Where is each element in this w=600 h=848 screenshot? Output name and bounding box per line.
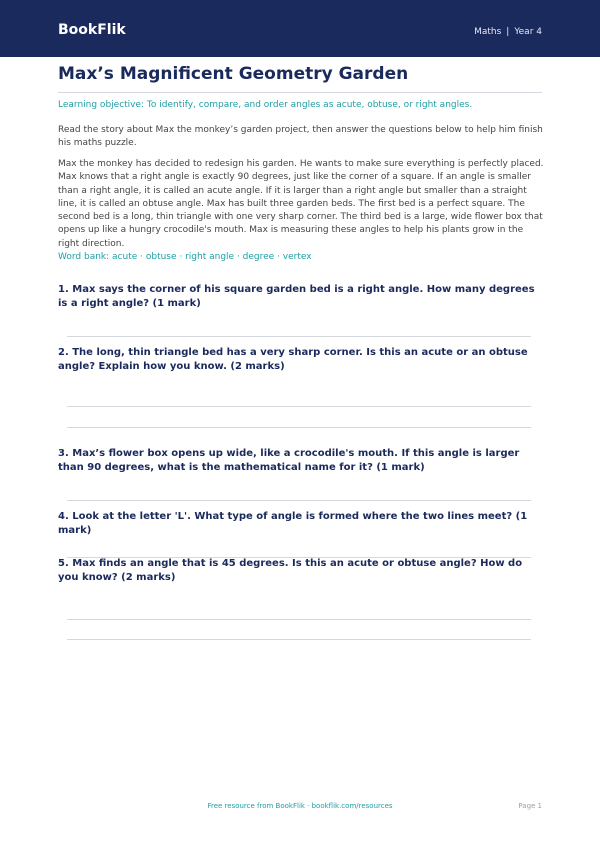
answer-line[interactable] [67, 500, 531, 501]
question-5: 5. Max finds an angle that is 45 degrees. Is this an acute or obtuse angle? How do you know? (2 marks) [58, 558, 523, 584]
story-paragraph: Max the monkey has decided to redesign his garden. He wants to make sure everything is perfectly placed. Max knows that a right angle is exactly 90 degrees, just like the corner of a square. If an angle is smaller than a right angle, it is called an acute angle. If it is larger than a right angle but smaller than a straight line, it is called an obtuse angle. Max has built three garden beds. The first bed is a perfect square. The second bed is a long, thin triangle with one very sharp corner. The third bed is a large, wide flower box that opens up like a hungry crocodile's mouth. Max is measuring these angles to help his plants grow in the right direction. [58, 159, 544, 249]
page-header [0, 0, 600, 57]
title-divider [58, 92, 542, 93]
subject-year [474, 27, 542, 37]
question-3: 3. Max’s flower box opens up wide, like a crocodile's mouth. If this angle is larger than 90 degrees, what is the mathematical name for it? (1 mark) [58, 448, 520, 474]
footer-credit: Free resource from BookFlik · bookflik.com/resources [207, 802, 393, 810]
question-1: 1. Max says the corner of his square garden bed is a right angle. How many degrees is a right angle? (1 mark) [58, 284, 535, 310]
page-title: Max’s Magnificent Geometry Garden [58, 64, 409, 84]
subject-label: Maths [474, 27, 502, 37]
word-bank: Word bank: acute · obtuse · right angle · degree · vertex [58, 252, 312, 262]
year-label: Year 4 [514, 27, 542, 37]
question-2: 2. The long, thin triangle bed has a very sharp corner. Is this an acute or an obtuse angle? Explain how you know. (2 marks) [58, 347, 528, 373]
page-number: Page 1 [518, 802, 542, 810]
meta-separator: | [506, 27, 510, 37]
brand-logo: BookFlik [58, 22, 126, 38]
answer-line[interactable] [67, 406, 531, 407]
intro-paragraph: Read the story about Max the monkey’s garden project, then answer the questions below to help him finish his maths puzzle. [58, 125, 543, 149]
answer-line[interactable] [67, 619, 531, 620]
answer-line[interactable] [67, 639, 531, 640]
answer-line[interactable] [67, 336, 531, 337]
answer-line[interactable] [67, 427, 531, 428]
learning-objective: Learning objective: To identify, compare, and order angles as acute, obtuse, or right angles. [58, 100, 473, 110]
question-4: 4. Look at the letter 'L'. What type of angle is formed where the two lines meet? (1 mark) [58, 511, 528, 537]
